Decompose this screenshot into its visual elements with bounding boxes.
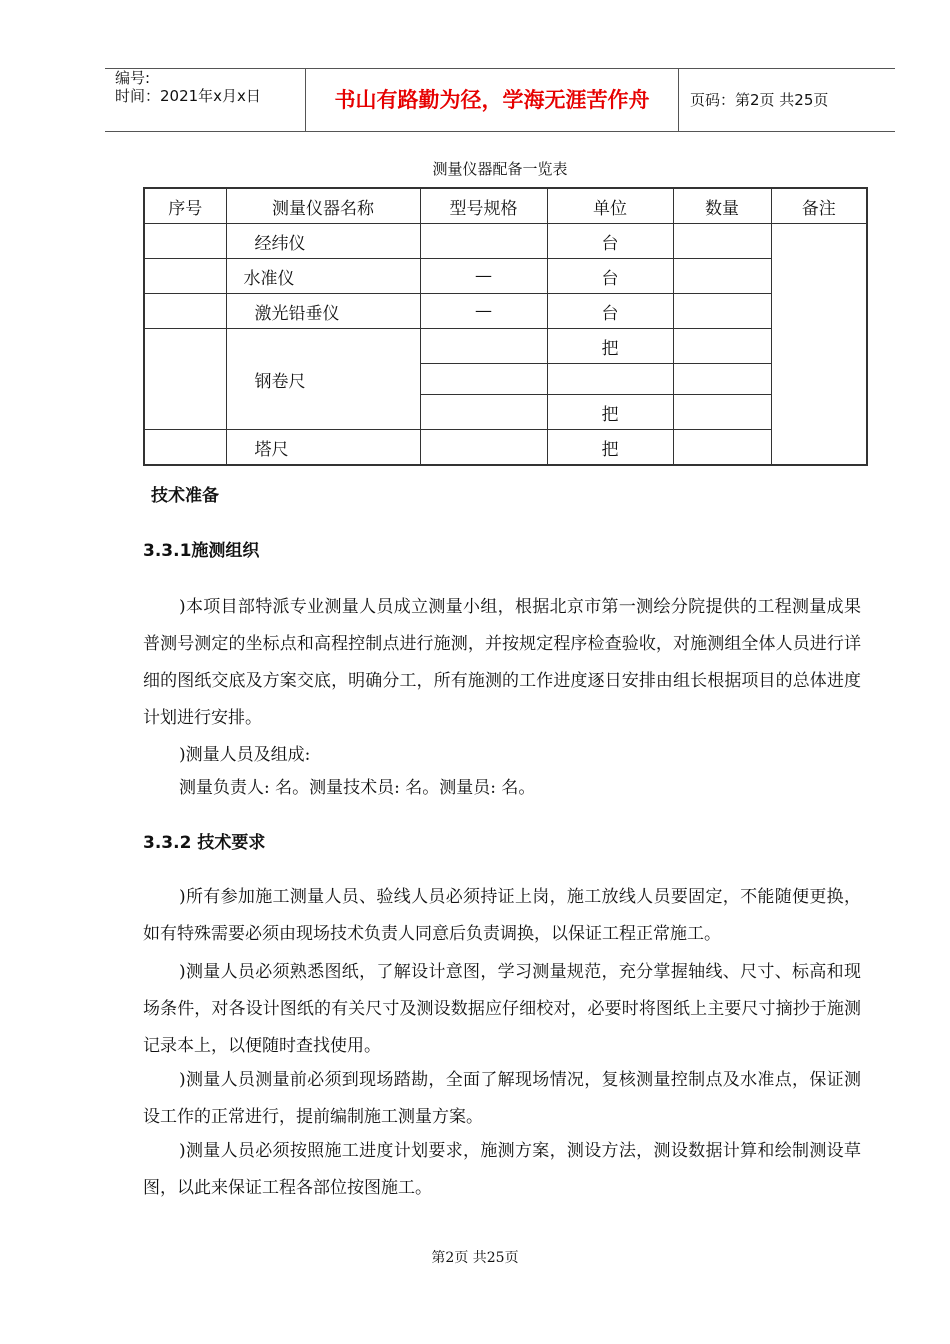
- instrument-name: 经纬仪: [226, 224, 420, 259]
- unit-cell: 台: [547, 294, 673, 329]
- unit-cell: 台: [547, 224, 673, 259]
- model-cell: —: [420, 259, 547, 294]
- table-row: [144, 294, 867, 329]
- table-row: [144, 224, 867, 259]
- model-cell: [420, 224, 547, 259]
- table-cell: [144, 294, 226, 329]
- remark-cell: [771, 224, 867, 466]
- unit-cell: 把: [547, 395, 673, 430]
- time-label: 时间：2021年x月x日: [115, 87, 261, 105]
- table-cell: [144, 224, 226, 259]
- quantity-cell: [673, 294, 771, 329]
- quantity-cell: [673, 395, 771, 430]
- page-footer: 第2页 共25页: [431, 1250, 519, 1266]
- header-cell: 单位: [547, 188, 673, 224]
- table-row: [144, 329, 867, 364]
- unit-cell: 把: [547, 329, 673, 364]
- instrument-name: 激光铅垂仪: [226, 294, 420, 329]
- unit-cell: 把: [547, 430, 673, 466]
- model-cell: [420, 329, 547, 364]
- paragraph: )本项目部特派专业测量人员成立测量小组，根据北京市第一测绘分院提供的工程测量成果普测号测定的坐标点和高程控制点进行施测，并按规定程序检查验收，对施测组全体人员进行详细的图纸交底及方案交底，明确分工，所有施测的工作进度逐日安排由组长根据项目的总体进度计划进行安排。: [143, 597, 861, 728]
- paragraph: )所有参加施工测量人员、验线人员必须持证上岗，施工放线人员要固定，不能随便更换，如有特殊需要必须由现场技术负责人同意后负责调换，以保证工程正常施工。: [143, 887, 861, 944]
- header-cell: 测量仪器名称: [226, 188, 420, 224]
- quantity-cell: [673, 430, 771, 466]
- quantity-cell: [673, 364, 771, 395]
- subsection-title-2: 3.3.2 技术要求: [143, 833, 266, 853]
- instrument-name: 钢卷尺: [226, 329, 420, 430]
- header-cell: 序号: [144, 188, 226, 224]
- table-cell: [144, 329, 226, 430]
- paragraph: 测量负责人: 名。测量技术员: 名。测量员: 名。: [179, 778, 536, 798]
- model-cell: [420, 395, 547, 430]
- paragraph: )测量人员必须按照施工进度计划要求，施测方案，测设方法，测设数据计算和绘制测设草图，以此来保证工程各部位按图施工。: [143, 1141, 861, 1198]
- table-cell: [144, 430, 226, 466]
- model-cell: [420, 430, 547, 466]
- header-cell: 数量: [673, 188, 771, 224]
- page-header: [105, 68, 895, 132]
- header-meta: [105, 69, 306, 131]
- instrument-name: 水准仪: [226, 259, 420, 294]
- model-cell: [420, 364, 547, 395]
- instrument-name: 塔尺: [226, 430, 420, 466]
- unit-cell: 台: [547, 259, 673, 294]
- table-row: [144, 430, 867, 466]
- unit-cell: [547, 364, 673, 395]
- table-cell: [144, 259, 226, 294]
- paragraph: )测量人员及组成:: [179, 745, 311, 765]
- paragraph: )测量人员必须熟悉图纸，了解设计意图，学习测量规范，充分掌握轴线、尺寸、标高和现场条件，对各设计图纸的有关尺寸及测设数据应仔细校对，必要时将图纸上主要尺寸摘抄于施测记录本上，以便随时查找使用。: [143, 962, 861, 1056]
- section-title: 技术准备: [151, 486, 219, 506]
- header-cell: 型号规格: [420, 188, 547, 224]
- table-row: [144, 259, 867, 294]
- quantity-cell: [673, 329, 771, 364]
- paragraph: )测量人员测量前必须到现场踏勘，全面了解现场情况，复核测量控制点及水准点，保证测设工作的正常进行，提前编制施工测量方案。: [143, 1070, 861, 1127]
- header-page-info: 页码：第2页 共25页: [690, 91, 829, 109]
- equipment-table: [143, 187, 868, 466]
- header-cell: 备注: [771, 188, 867, 224]
- table-header-row: [144, 188, 867, 224]
- subsection-title-1: 3.3.1施测组织: [143, 541, 260, 561]
- quantity-cell: [673, 224, 771, 259]
- quantity-cell: [673, 259, 771, 294]
- header-motto: 书山有路勤为径，学海无涯苦作舟: [306, 69, 679, 131]
- model-cell: —: [420, 294, 547, 329]
- number-label: 编号:: [115, 69, 151, 87]
- table-caption: 测量仪器配备一览表: [432, 160, 568, 178]
